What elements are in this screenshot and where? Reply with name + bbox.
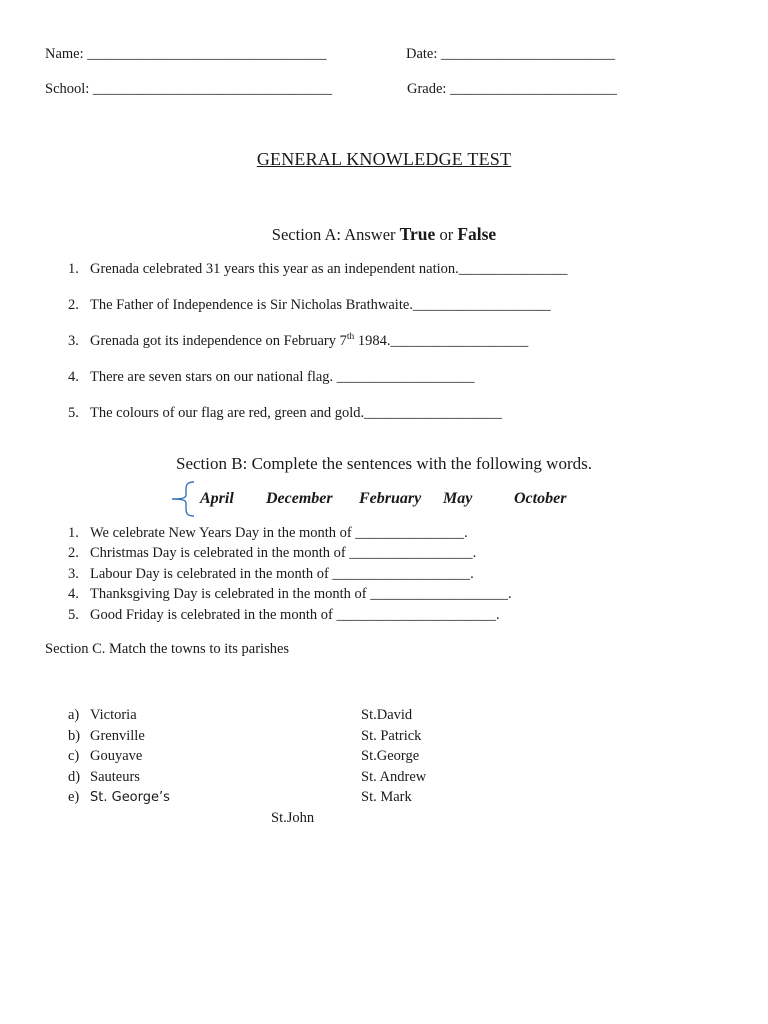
name-field[interactable]: Name: _________________________________ <box>45 46 327 62</box>
word-bank-december: December <box>266 490 333 507</box>
town-item-e <box>68 789 170 806</box>
item-number: 5. <box>68 405 79 421</box>
town-name: Gouyave <box>90 748 143 764</box>
section-a-heading <box>0 224 768 245</box>
word-bank-may: May <box>443 490 473 507</box>
item-letter: b) <box>68 728 81 744</box>
item-text: Thanksgiving Day is celebrated in the month of ___________________. <box>90 586 512 602</box>
item-number: 4. <box>68 369 79 385</box>
section-b-item-4 <box>68 586 512 603</box>
item-text: We celebrate New Years Day in the month of _______________. <box>90 525 468 541</box>
section-b-item-3 <box>68 566 474 583</box>
section-a-item-3 <box>68 333 528 350</box>
item-number: 2. <box>68 297 79 313</box>
section-b-item-5 <box>68 607 500 624</box>
section-a-item-4 <box>68 369 475 386</box>
item-number: 2. <box>68 545 79 561</box>
item-text: Grenada celebrated 31 years this year as an independent nation._______________ <box>90 261 568 277</box>
town-name: St. George’s <box>90 790 170 805</box>
curly-brace-icon <box>168 480 198 518</box>
item-superscript: th <box>346 332 355 343</box>
town-item-c <box>68 748 142 765</box>
section-c-heading: Section C. Match the towns to its parishes <box>45 641 290 657</box>
item-text: The Father of Independence is Sir Nicholas Brathwaite.___________________ <box>90 297 551 313</box>
word-bank-april: April <box>200 490 234 507</box>
section-a-item-2 <box>68 297 551 314</box>
page-title: GENERAL KNOWLEDGE TEST <box>256 149 512 169</box>
town-name: Sauteurs <box>90 769 140 785</box>
date-field[interactable]: Date: ________________________ <box>406 46 616 62</box>
section-a-heading-prefix: Section A: Answer <box>271 225 400 244</box>
word-bank-october: October <box>514 490 567 507</box>
section-b-item-2 <box>68 545 476 562</box>
item-text-before: Grenada got its independence on February 7 <box>90 333 347 349</box>
town-item-b <box>68 728 145 745</box>
parish-item: St.George <box>361 748 420 764</box>
section-a-item-5 <box>68 405 502 422</box>
item-text: Christmas Day is celebrated in the month of _________________. <box>90 545 477 561</box>
school-field[interactable]: School: _________________________________ <box>45 81 333 97</box>
item-number: 5. <box>68 607 79 623</box>
grade-field[interactable]: Grade: _______________________ <box>407 81 617 97</box>
word-bank-february: February <box>359 490 422 507</box>
parish-item: St.David <box>361 707 413 723</box>
item-text: There are seven stars on our national flag. ___________________ <box>90 369 475 385</box>
parish-item: St. Mark <box>361 789 412 805</box>
item-text: Labour Day is celebrated in the month of ___________________. <box>90 566 474 582</box>
section-b-heading: Section B: Complete the sentences with the following words. <box>176 454 592 473</box>
section-a-item-1 <box>68 261 568 278</box>
item-text: Good Friday is celebrated in the month of ______________________. <box>90 607 500 623</box>
parish-item-extra: St.John <box>271 810 315 826</box>
item-number: 1. <box>68 261 79 277</box>
town-name: Victoria <box>90 707 137 723</box>
town-item-a <box>68 707 137 724</box>
item-letter: d) <box>68 769 81 785</box>
section-a-heading-or: or <box>435 225 458 244</box>
town-name: Grenville <box>90 728 145 744</box>
item-text-after: 1984.___________________ <box>354 333 529 349</box>
town-item-d <box>68 769 140 786</box>
item-number: 1. <box>68 525 79 541</box>
item-letter: e) <box>68 789 80 805</box>
section-a-true-label: True <box>399 224 436 244</box>
item-text: The colours of our flag are red, green and gold.___________________ <box>90 405 502 421</box>
parish-item: St. Patrick <box>361 728 422 744</box>
section-a-false-label: False <box>457 224 497 244</box>
item-letter: a) <box>68 707 80 723</box>
item-number: 4. <box>68 586 79 602</box>
item-number: 3. <box>68 333 79 349</box>
parish-item: St. Andrew <box>361 769 427 785</box>
item-letter: c) <box>68 748 80 764</box>
item-number: 3. <box>68 566 79 582</box>
section-b-item-1 <box>68 525 468 542</box>
